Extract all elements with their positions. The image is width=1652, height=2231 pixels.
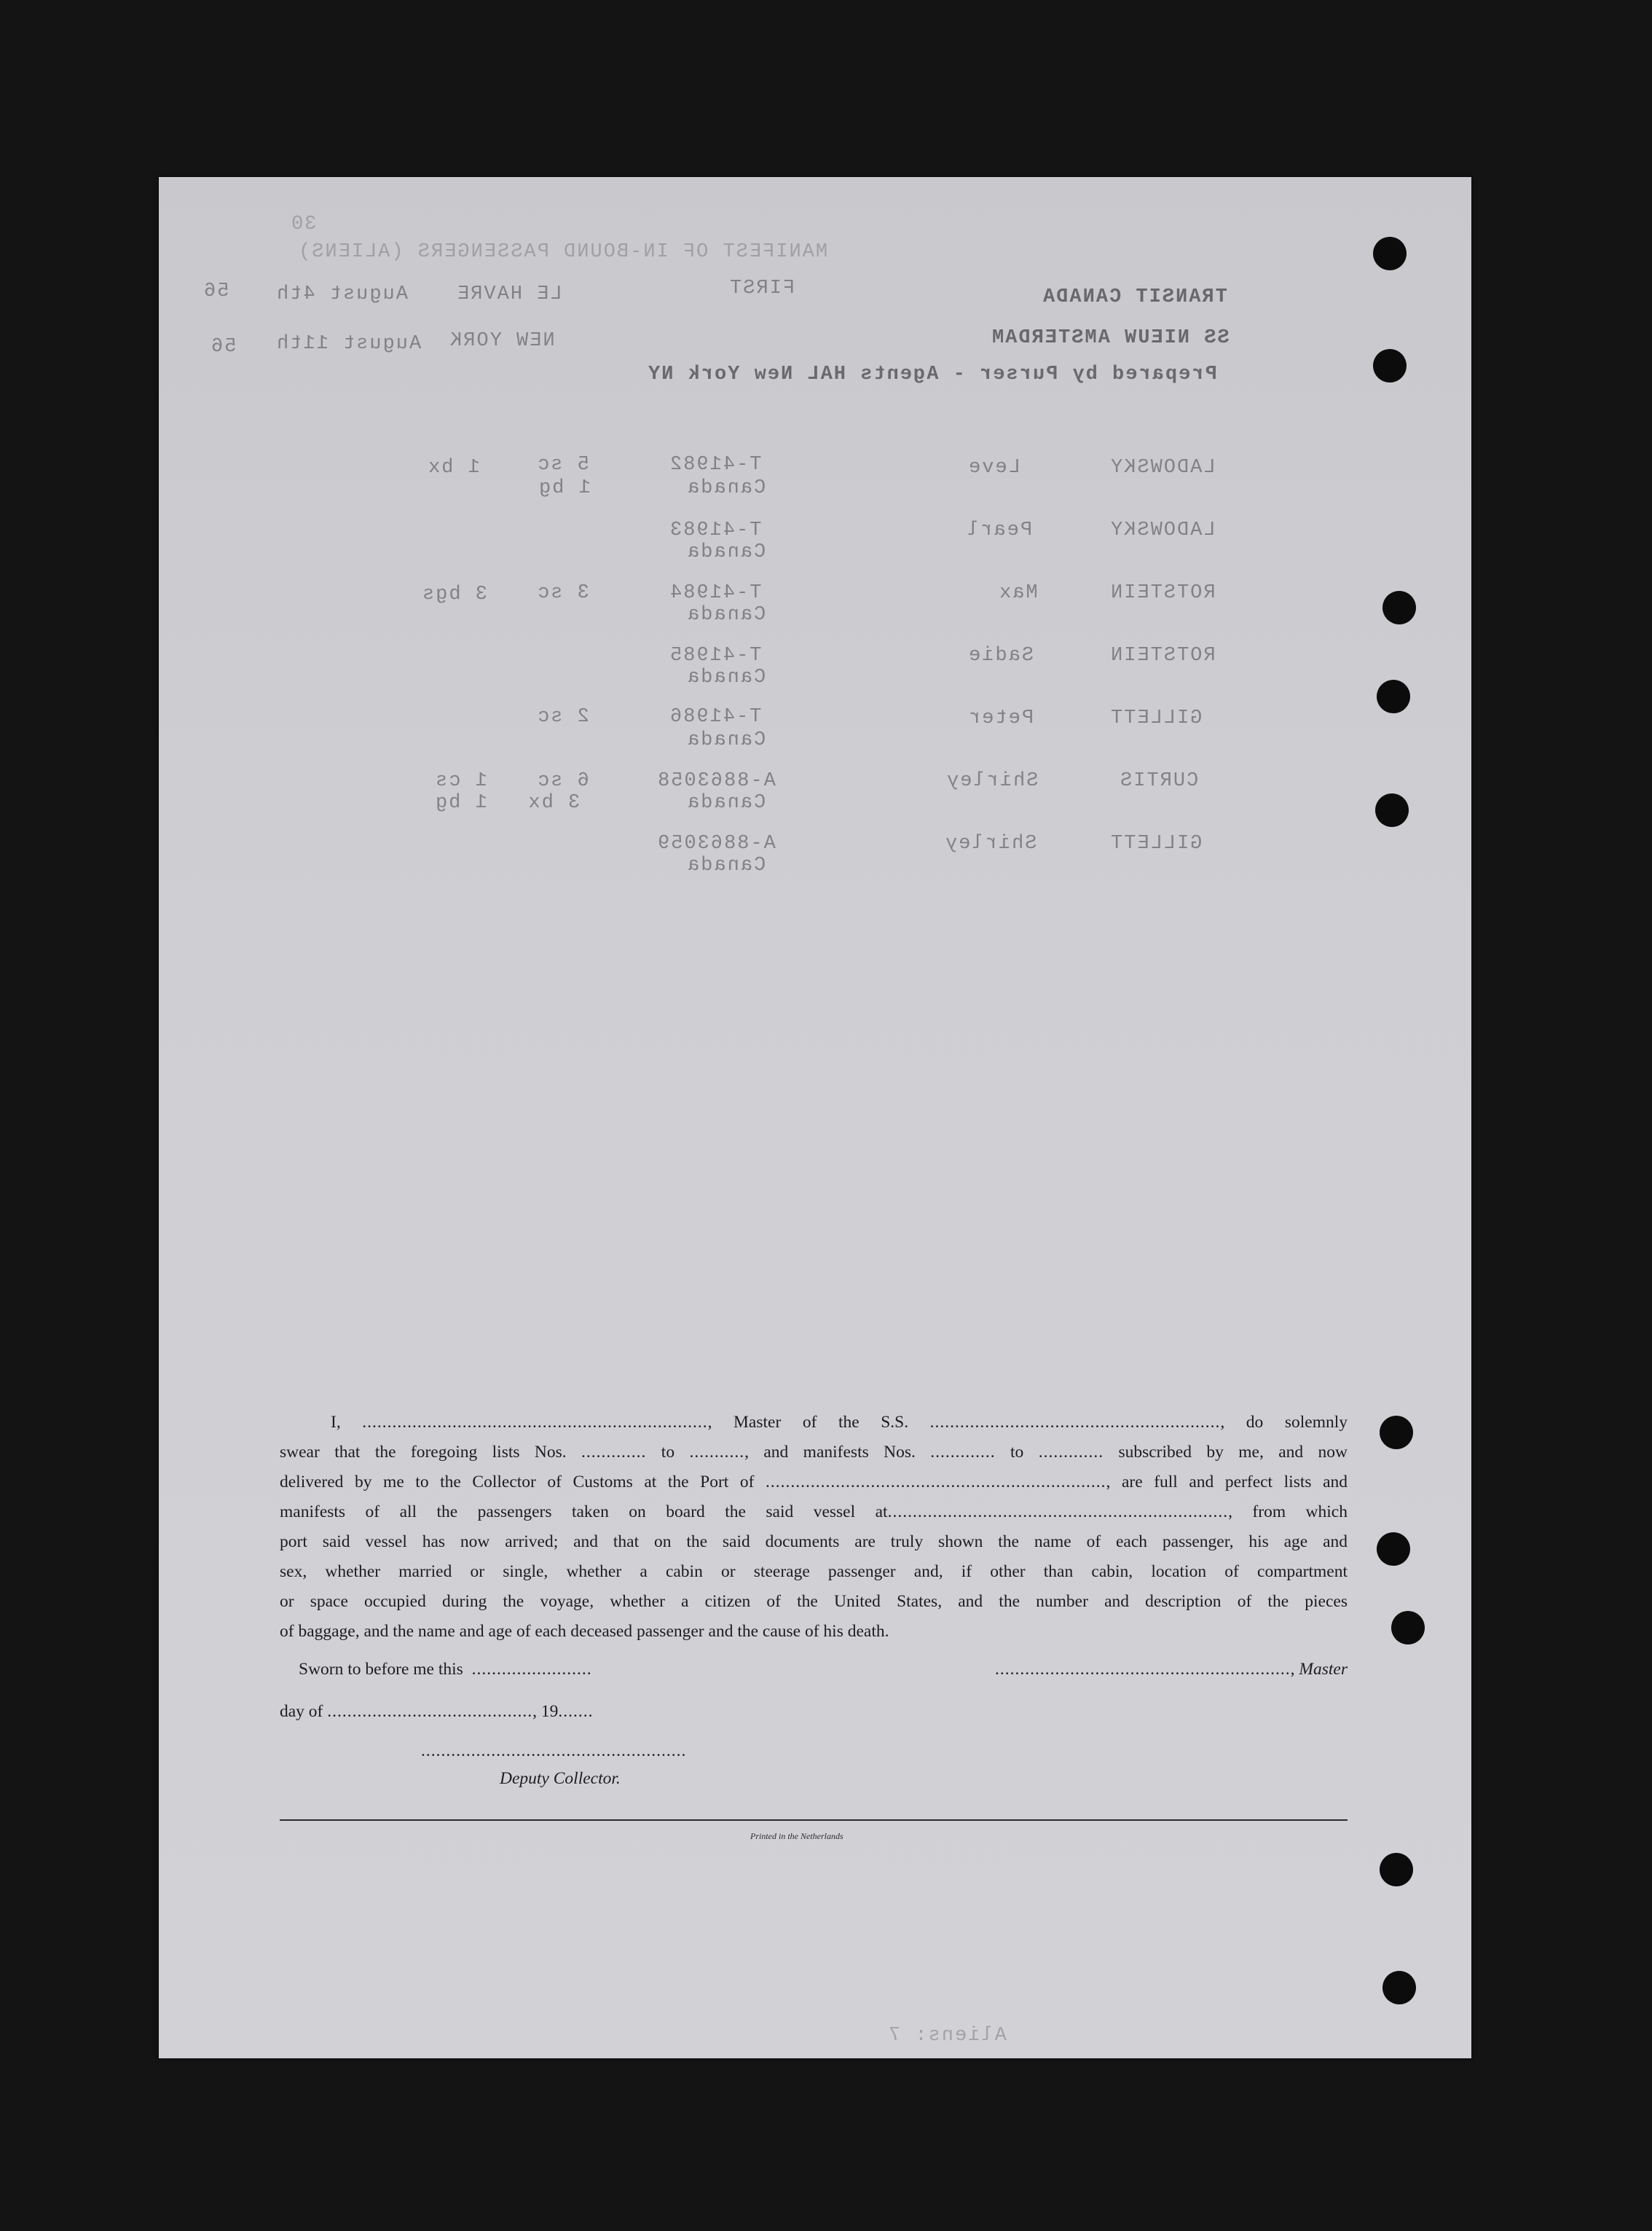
blank-master-signature: ........................................................... — [995, 1660, 1291, 1679]
oath-text: port said vessel has now arrived; and that on the said documents are truly shown the name of each passenger, his age and — [280, 1532, 1348, 1551]
ghost-surname: LADOWSKY — [1109, 457, 1216, 479]
oath-text: to — [646, 1443, 690, 1462]
ghost-given: Max — [998, 582, 1038, 604]
blank-manifest-to: ............. — [1038, 1443, 1104, 1462]
oath-text: subscribed by me, and now — [1104, 1443, 1348, 1462]
ghost-num-from: 56 — [202, 281, 229, 302]
ghost-dest: Canada — [686, 792, 766, 814]
ghost-bag: 5 sc — [536, 454, 589, 476]
ghost-ticket: T-41986 — [669, 706, 762, 728]
ghost-bag: 6 sc — [536, 770, 589, 792]
day-of-label: day of — [280, 1702, 323, 1721]
oath-text: , Master of the S.S. — [707, 1413, 930, 1432]
day-of-line: day of ........................................., 19....... — [280, 1702, 594, 1721]
punch-hole — [1382, 1971, 1416, 2004]
blank-deputy-signature: ..................................................... — [421, 1741, 687, 1760]
oath-text: to — [995, 1443, 1039, 1462]
ghost-surname: ROTSTEIN — [1109, 645, 1216, 667]
oath-text: delivered by me to the Collector of Customs at the Port of — [280, 1473, 766, 1491]
ghost-ticket: T-41983 — [669, 519, 762, 541]
ghost-date-to: August 11th — [275, 333, 422, 355]
ghost-given: Leve — [967, 457, 1020, 479]
ghost-class: FIRST — [728, 278, 795, 299]
ghost-bag: 3 sc — [536, 582, 589, 604]
punch-hole — [1380, 1416, 1413, 1449]
blank-port-of-embarkation: .................................................................... — [887, 1502, 1229, 1521]
ghost-page-number: 30 — [290, 213, 317, 235]
oath-text: of baggage, and the name and age of each deceased passenger and the cause of his death. — [280, 1622, 889, 1641]
ghost-surname: LADOWSKY — [1109, 519, 1216, 541]
ghost-dest: Canada — [686, 855, 766, 877]
ghost-ticket: T-41984 — [669, 582, 762, 604]
punch-hole — [1373, 237, 1407, 270]
ghost-given: Sadie — [967, 645, 1034, 667]
blank-day-of: ......................................... — [327, 1702, 533, 1721]
blank-port: .................................................................... — [766, 1473, 1106, 1491]
year-label: 19 — [540, 1702, 559, 1721]
blank-list-to: ........... — [689, 1443, 745, 1462]
ghost-prepared: Prepared by Purser - Agents HAL New York NY — [647, 364, 1217, 385]
punch-hole — [1377, 680, 1410, 713]
punch-hole — [1391, 1611, 1425, 1644]
ghost-ticket: A-8863059 — [656, 833, 776, 855]
ghost-dest: Canada — [686, 604, 766, 626]
ghost-bag: 1 cs — [434, 770, 487, 792]
blank-sworn-day: ........................ — [471, 1660, 592, 1679]
punch-hole — [1373, 349, 1407, 383]
deputy-collector-label: Deputy Collector. — [500, 1769, 621, 1788]
blank-master-name: ..................................................................... — [362, 1413, 708, 1432]
ghost-surname: CURTIS — [1119, 770, 1199, 792]
printed-in-label: Printed in the Netherlands — [750, 1831, 843, 1841]
ghost-given: Pearl — [966, 519, 1033, 541]
ghost-dest: Canada — [686, 541, 766, 563]
ghost-footer-count: Aliens: 7 — [887, 2025, 1007, 2047]
ghost-surname: GILLETT — [1109, 833, 1203, 855]
ghost-given: Shirley — [945, 770, 1039, 792]
sworn-label: Sworn to before me this — [299, 1660, 463, 1679]
oath-text: , and manifests Nos. — [744, 1443, 931, 1462]
ghost-ticket: T-41985 — [669, 645, 762, 667]
ghost-dest: Canada — [686, 477, 766, 499]
sworn-line — [299, 1660, 592, 1679]
ghost-port-from: LE HAVRE — [456, 283, 562, 305]
oath-text: , from which — [1228, 1502, 1348, 1521]
oath-text: manifests of all the passengers taken on board the said vessel at — [280, 1502, 888, 1521]
ghost-bag: 3 bx 1 bg — [434, 792, 581, 814]
blank-year: ....... — [558, 1702, 594, 1721]
ghost-given: Shirley — [944, 833, 1037, 855]
master-signature-line: ..........................................................., Master — [995, 1660, 1348, 1679]
ghost-dest: Canada — [686, 729, 766, 751]
manifest-page — [159, 177, 1471, 2058]
ghost-given: Peter — [967, 707, 1034, 729]
punch-hole — [1382, 591, 1416, 624]
oath-text: or space occupied during the voyage, whether a citizen of the United States, and the number and description of the pieces — [280, 1592, 1348, 1611]
ghost-surname: ROTSTEIN — [1109, 582, 1216, 604]
ghost-surname: GILLETT — [1109, 707, 1203, 729]
ghost-bag: 1 bx — [427, 457, 480, 479]
ghost-ticket: A-8863058 — [656, 770, 776, 792]
punch-hole — [1377, 1532, 1410, 1566]
blank-manifest-from: ............. — [930, 1443, 996, 1462]
ghost-ticket: T-41982 — [669, 454, 762, 476]
ghost-date-from: August 4th — [275, 283, 409, 305]
ghost-header-title: MANIFEST OF IN-BOUND PASSENGERS (ALIENS) — [297, 241, 828, 263]
master-label: Master — [1299, 1660, 1348, 1679]
ghost-bag: 3 bgs — [421, 584, 488, 605]
ghost-dest: Canada — [686, 667, 766, 689]
ghost-transit: TRANSIT CANADA — [1042, 286, 1227, 308]
blank-list-from: ............. — [581, 1443, 647, 1462]
ghost-bag: 2 sc — [536, 706, 589, 728]
oath-text: , are full and perfect lists and — [1106, 1473, 1348, 1491]
oath-text: swear that the foregoing lists Nos. — [280, 1443, 582, 1462]
ghost-bag: 1 bg — [538, 477, 591, 499]
oath-text: , do solemnly — [1220, 1413, 1348, 1432]
oath-text: sex, whether married or single, whether a cabin or steerage passenger and, if other than cabin, location of compartment — [280, 1562, 1348, 1581]
blank-ship-name: .......................................................... — [929, 1413, 1221, 1432]
ghost-ship: SS NIEUW AMSTERDAM — [991, 327, 1230, 349]
master-oath-paragraph — [280, 1408, 1348, 1647]
punch-hole — [1375, 793, 1409, 827]
punch-hole — [1380, 1853, 1413, 1886]
footer-rule — [280, 1819, 1348, 1821]
ghost-num-to: 56 — [210, 336, 237, 358]
oath-text: I, — [331, 1413, 363, 1432]
ghost-port-to: NEW YORK — [449, 330, 555, 352]
